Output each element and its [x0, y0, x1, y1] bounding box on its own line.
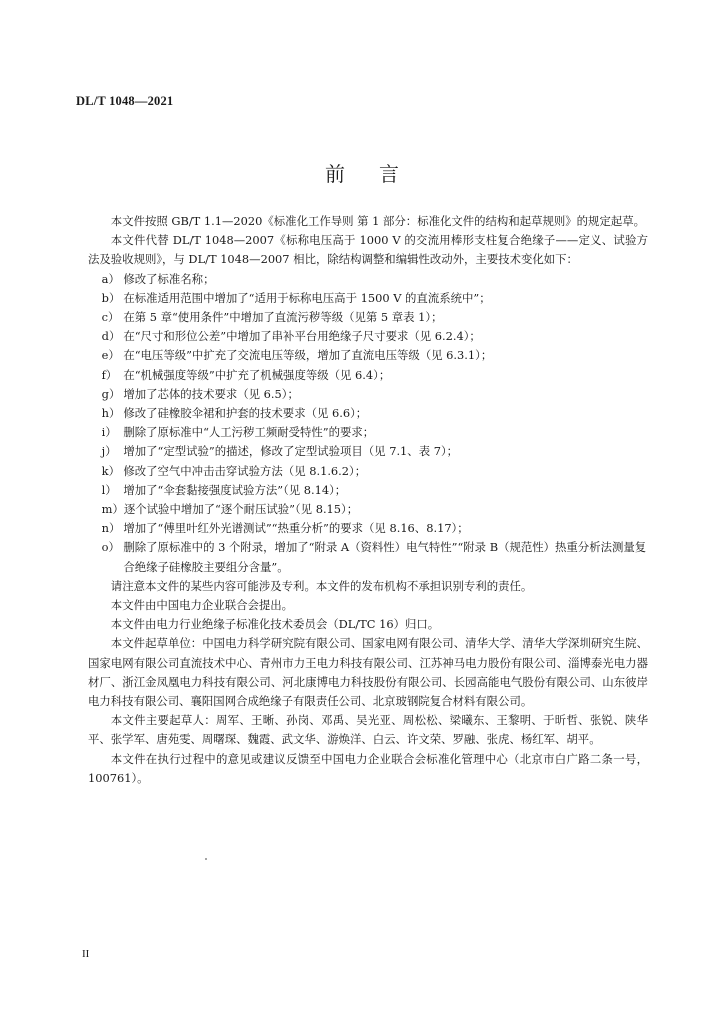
list-marker: h） — [101, 406, 121, 421]
list-item — [88, 538, 648, 576]
list-marker: e） — [101, 348, 120, 363]
standard-code-header: DL/T 1048—2021 — [76, 94, 174, 108]
list-text: 逐个试验中增加了“逐个耐压试验”（见 8.15）； — [123, 502, 359, 517]
list-marker: d） — [101, 329, 121, 344]
list-text: 在第 5 章“使用条件”中增加了直流污秽等级（见第 5 章表 1）； — [123, 310, 443, 325]
paragraph-replaces-standard: 本文件代替 DL/T 1048—2007《标称电压高于 1000 V 的交流用棒形支柱复合绝缘子——定义、试验方法及验收规则》，与 DL/T 1048—2007 相比，除结构调整和编辑性改动外，主要技术变化如下： — [88, 233, 648, 267]
foreword-body — [88, 212, 648, 788]
list-marker: l） — [101, 482, 117, 497]
list-item — [88, 519, 648, 538]
list-text: 修改了硅橡胶伞裙和护套的技术要求（见 6.6）； — [123, 406, 368, 421]
list-item — [88, 270, 648, 289]
list-item — [88, 423, 648, 442]
list-text: 增加了“傅里叶红外光谱测试”“热重分析”的要求（见 8.16、8.17）； — [123, 521, 469, 536]
list-item — [88, 308, 648, 327]
list-text: 在“电压等级”中扩充了交流电压等级，增加了直流电压等级（见 6.3.1）； — [123, 348, 493, 363]
scan-speck — [205, 858, 207, 860]
section-title: 前言 — [325, 162, 433, 186]
list-marker: n） — [101, 521, 121, 536]
list-text: 增加了“伞套黏接强度试验方法”（见 8.14）； — [123, 482, 347, 497]
list-text: 在标准适用范围中增加了“适用于标称电压高于 1500 V 的直流系统中”； — [123, 290, 491, 305]
list-text: 增加了芯体的技术要求（见 6.5）； — [123, 386, 299, 401]
list-item — [88, 289, 648, 308]
page-number: II — [82, 948, 90, 960]
list-item — [88, 385, 648, 404]
list-item — [88, 442, 648, 461]
list-text: 修改了空气中冲击击穿试验方法（见 8.1.6.2）； — [123, 463, 367, 478]
list-marker: f） — [101, 367, 118, 382]
paragraph-proposed-by: 本文件由中国电力企业联合会提出。 — [110, 598, 294, 613]
list-text: 删除了原标准中“人工污秽工频耐受特性”的要求； — [123, 425, 375, 440]
paragraph-technical-committee: 本文件由电力行业绝缘子标准化技术委员会（DL/TC 16）归口。 — [110, 617, 440, 632]
list-marker: g） — [101, 386, 121, 401]
paragraph-feedback-address: 本文件在执行过程中的意见或建议反馈至中国电力企业联合会标准化管理中心（北京市白广路二条一号，100761）。 — [88, 751, 648, 785]
paragraph-drafting-organizations: 本文件起草单位：中国电力科学研究院有限公司、国家电网有限公司、清华大学、清华大学深圳研究生院、国家电网有限公司直流技术中心、青州市力王电力科技有限公司、江苏神马电力股份有限公司、淄博泰光电力器材厂、浙江金凤凰电力科技有限公司、河北康博电力科技股份有限公司、长园高能电气股份有限公司、山东彼岸电力科技有限公司、襄阳国网合成绝缘子有限责任公司、北京玻钢院复合材料有限公司。 — [88, 636, 648, 709]
paragraph-drafting-rules: 本文件按照 GB/T 1.1—2020《标准化工作导则 第 1 部分：标准化文件的结构和起草规则》的规定起草。 — [110, 214, 646, 228]
list-marker: c） — [101, 310, 120, 325]
list-item — [88, 500, 648, 519]
list-text: 删除了原标准中的 3 个附录，增加了“附录 A（资料性）电气特性”“附录 B（规范性）热重分析法测量复合绝缘子硅橡胶主要组分含量”。 — [123, 540, 647, 574]
paragraph-drafters: 本文件主要起草人：周军、王晰、孙岗、邓禹、吴光亚、周松松、梁曦东、王黎明、于昕哲、张锐、陕华平、张学军、唐苑雯、周曙琛、魏霞、武文华、游焕洋、白云、许文荣、罗融、张虎、杨红军、胡平。 — [88, 713, 648, 747]
list-item — [88, 404, 648, 423]
list-item — [88, 327, 648, 346]
list-marker: m） — [101, 502, 124, 517]
list-text: 修改了标准名称； — [123, 271, 215, 286]
list-marker: b） — [101, 290, 121, 305]
paragraph-patent-notice: 请注意本文件的某些内容可能涉及专利。本文件的发布机构不承担识别专利的责任。 — [110, 578, 533, 593]
list-item — [88, 346, 648, 365]
list-marker: o） — [101, 540, 120, 555]
technical-changes-list — [88, 270, 648, 577]
list-text: 在“机械强度等级”中扩充了机械强度等级（见 6.4）； — [123, 367, 391, 382]
list-marker: j） — [101, 444, 117, 459]
list-item — [88, 481, 648, 500]
list-marker: k） — [101, 463, 120, 478]
list-item — [88, 462, 648, 481]
list-item — [88, 366, 648, 385]
list-text: 在“尺寸和形位公差”中增加了串补平台用绝缘子尺寸要求（见 6.2.4）； — [123, 329, 481, 344]
list-marker: i） — [101, 425, 117, 440]
list-marker: a） — [101, 271, 120, 286]
list-text: 增加了“定型试验”的描述，修改了定型试验项目（见 7.1、表 7）； — [123, 444, 459, 459]
